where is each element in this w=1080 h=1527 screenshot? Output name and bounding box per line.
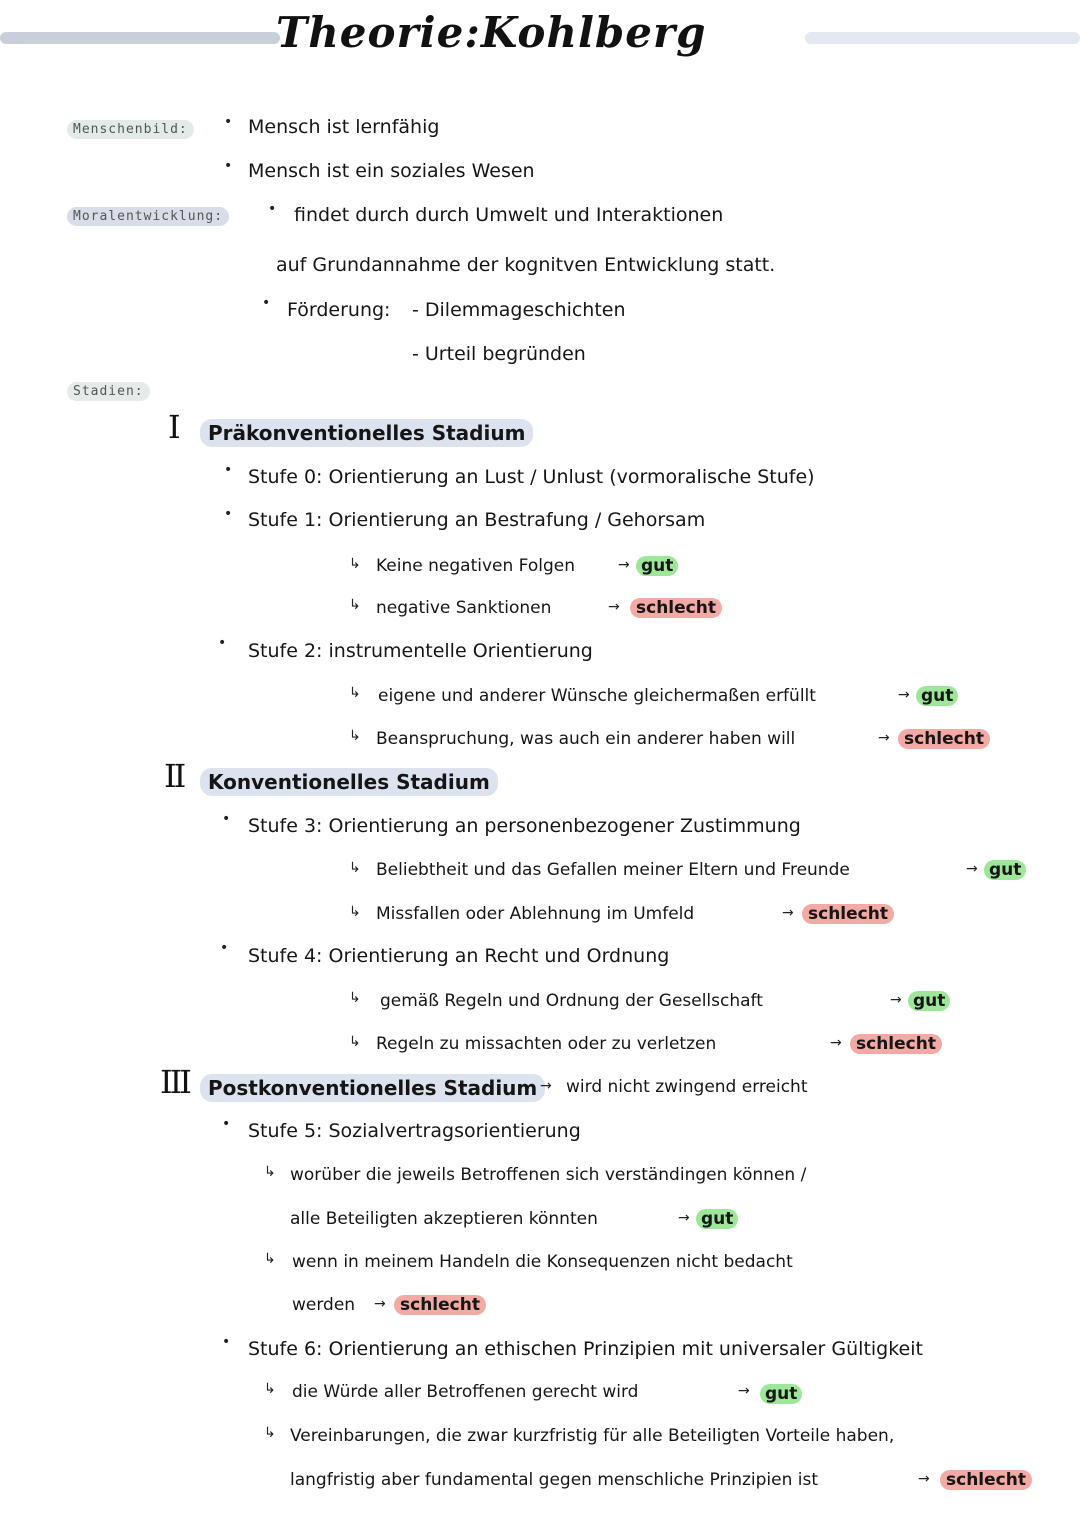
title-decoration-left [0,32,280,44]
arrow-right-icon: → [374,1296,386,1312]
bullet-icon: • [224,462,233,478]
bullet-icon: • [222,811,231,827]
stufe-detail: Regeln zu missachten oder zu verletzen [376,1034,717,1054]
stufe-detail: worüber die jeweils Betroffenen sich verständingen können / [290,1165,807,1185]
label-menschenbild: Menschenbild: [67,120,194,139]
bullet-icon: • [220,940,229,956]
return-arrow-icon: ↳ [264,1425,276,1441]
stufe-heading: Stufe 2: instrumentelle Orientierung [248,640,593,662]
arrow-right-icon: → [830,1035,842,1051]
stufe-heading: Stufe 1: Orientierung an Bestrafung / Gehorsam [248,509,706,531]
arrow-right-icon: → [878,730,890,746]
menschenbild-item: Mensch ist ein soziales Wesen [248,160,535,182]
title-decoration-right [805,32,1080,44]
arrow-right-icon: → [918,1471,930,1487]
stage-title: Konventionelles Stadium [200,768,498,796]
return-arrow-icon: ↳ [349,597,361,613]
stufe-detail: Vereinbarungen, die zwar kurzfristig für alle Beteiligten Vorteile haben, [290,1426,895,1446]
bullet-icon: • [222,1334,231,1350]
return-arrow-icon: ↳ [349,860,361,876]
bullet-icon: • [218,635,227,651]
foerderung-item: - Urteil begründen [412,343,586,365]
return-arrow-icon: ↳ [349,990,361,1006]
stufe-detail: gemäß Regeln und Ordnung der Gesellschaft [380,991,763,1011]
return-arrow-icon: ↳ [349,904,361,920]
arrow-right-icon: → [898,687,910,703]
verdict-good: gut [916,686,958,706]
verdict-good: gut [984,860,1026,880]
stufe-detail: Keine negativen Folgen [376,556,575,576]
bullet-icon: • [222,1116,231,1132]
stufe-heading: Stufe 3: Orientierung an personenbezogener Zustimmung [248,815,801,837]
stage-numeral: II [164,757,184,795]
bullet-icon: • [224,158,233,174]
bullet-icon: • [224,114,233,130]
stage-title: Postkonventionelles Stadium [200,1074,545,1102]
verdict-good: gut [760,1384,802,1404]
stufe-heading: Stufe 4: Orientierung an Recht und Ordnung [248,945,670,967]
stufe-detail: Missfallen oder Ablehnung im Umfeld [376,904,695,924]
stufe-detail: eigene und anderer Wünsche gleichermaßen erfüllt [378,686,816,706]
arrow-right-icon: → [782,905,794,921]
return-arrow-icon: ↳ [264,1381,276,1397]
return-arrow-icon: ↳ [349,556,361,572]
stufe-detail: werden [292,1295,356,1315]
arrow-right-icon: → [618,557,630,573]
verdict-bad: schlecht [394,1295,486,1315]
stage-note: wird nicht zwingend erreicht [566,1077,808,1097]
stufe-detail: Beliebtheit und das Gefallen meiner Eltern und Freunde [376,860,850,880]
stufe-heading: Stufe 6: Orientierung an ethischen Prinzipien mit universaler Gültigkeit [248,1338,923,1360]
return-arrow-icon: ↳ [349,685,361,701]
verdict-good: gut [636,556,678,576]
label-stadien: Stadien: [67,382,150,401]
stage-numeral: III [160,1063,189,1101]
stufe-detail: Beanspruchung, was auch ein anderer haben will [376,729,796,749]
verdict-bad: schlecht [802,904,894,924]
stufe-detail: wenn in meinem Handeln die Konsequenzen nicht bedacht [292,1252,793,1272]
stage-title: Präkonventionelles Stadium [200,419,533,447]
label-moralentwicklung: Moralentwicklung: [67,207,229,226]
stage-numeral: I [168,408,178,446]
arrow-right-icon: → [890,992,902,1008]
verdict-bad: schlecht [898,729,990,749]
stufe-detail: langfristig aber fundamental gegen menschliche Prinzipien ist [290,1470,819,1490]
menschenbild-item: Mensch ist lernfähig [248,116,440,138]
stufe-heading: Stufe 0: Orientierung an Lust / Unlust (vormoralische Stufe) [248,466,815,488]
moral-line: findet durch durch Umwelt und Interaktionen [294,204,724,226]
bullet-icon: • [268,201,277,217]
verdict-bad: schlecht [940,1470,1032,1490]
foerderung-label: Förderung: [287,299,391,321]
stufe-detail: die Würde aller Betroffenen gerecht wird [292,1382,639,1402]
verdict-good: gut [908,991,950,1011]
page-title: Theorie:Kohlberg [276,8,707,57]
arrow-right-icon: → [678,1210,690,1226]
bullet-icon: • [224,506,233,522]
arrow-right-icon: → [540,1078,552,1094]
return-arrow-icon: ↳ [349,728,361,744]
stufe-detail: negative Sanktionen [376,598,552,618]
stufe-detail: alle Beteiligten akzeptieren könnten [290,1209,598,1229]
verdict-good: gut [696,1209,738,1229]
verdict-bad: schlecht [850,1034,942,1054]
return-arrow-icon: ↳ [349,1034,361,1050]
bullet-icon: • [262,295,271,311]
moral-line: auf Grundannahme der kognitven Entwicklung statt. [276,254,776,276]
return-arrow-icon: ↳ [264,1164,276,1180]
stufe-heading: Stufe 5: Sozialvertragsorientierung [248,1120,581,1142]
arrow-right-icon: → [738,1383,750,1399]
arrow-right-icon: → [966,861,978,877]
arrow-right-icon: → [608,599,620,615]
foerderung-item: - Dilemmageschichten [412,299,626,321]
verdict-bad: schlecht [630,598,722,618]
return-arrow-icon: ↳ [264,1251,276,1267]
